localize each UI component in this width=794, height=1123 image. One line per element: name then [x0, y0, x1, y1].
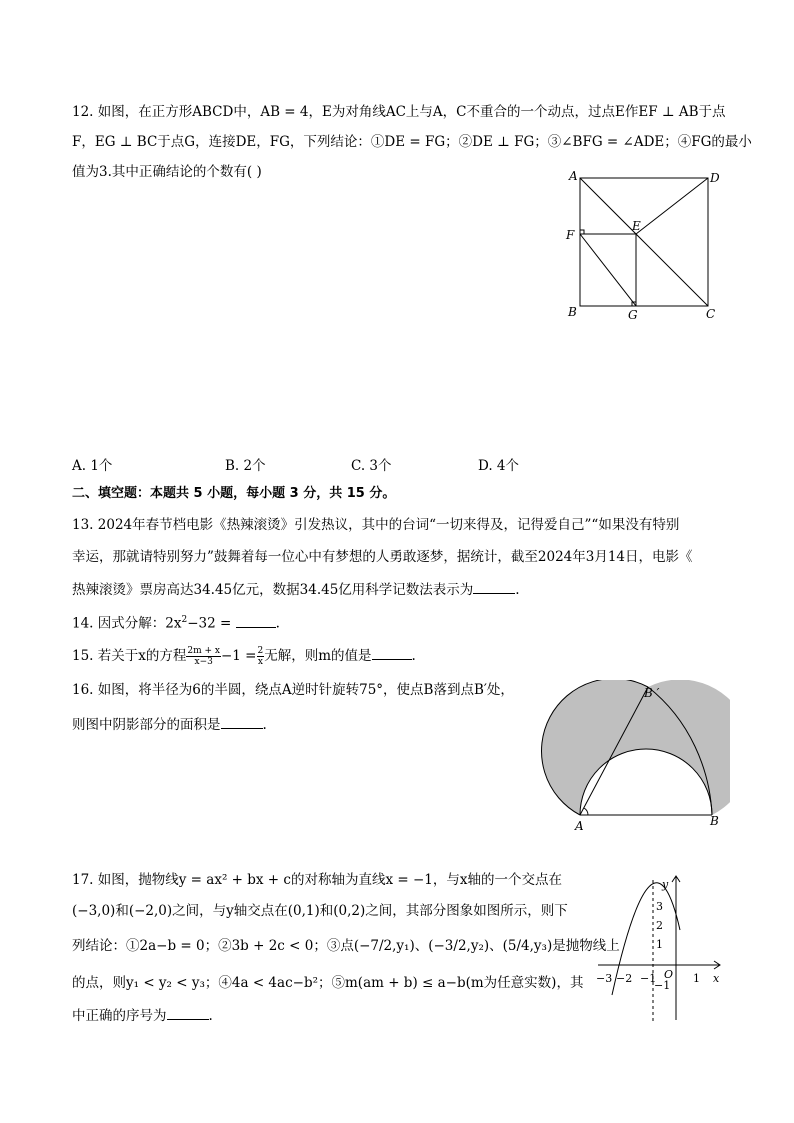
- label-x-axis: x: [713, 972, 720, 985]
- q12-line-3: 值为3.其中正确结论的个数有( ): [72, 164, 262, 180]
- q16-line-2-text: 则图中阴影部分的面积是: [72, 717, 221, 733]
- q17-line-5: 中正确的序号为 .: [72, 1005, 213, 1026]
- y-tick-2: 2: [656, 919, 663, 932]
- label-B: B: [568, 305, 577, 319]
- q12-line-2: F，EG ⊥ BC于点G，连接DE，FG，下列结论：①DE = FG；②DE ⊥ FG；③∠BFG = ∠ADE；④FG的最小: [72, 134, 752, 150]
- q13-answer-blank: [473, 579, 515, 594]
- q14-answer-blank: [236, 613, 276, 628]
- label-B-prime: B ′: [644, 686, 660, 700]
- x-tick-neg3: −3: [596, 972, 613, 985]
- q17-line-3: 列结论：①2a−b = 0；②3b + 2c < 0；③点(−7/2,y₁)、(−3/2,y₂)、(5/4,y₃)是抛物线上: [72, 938, 620, 954]
- q12-option-d: D. 4个: [478, 458, 520, 474]
- q13-line-3: 热辣滚烫》票房高达34.45亿元，数据34.45亿用科学记数法表示为 .: [72, 579, 520, 600]
- q12-line-1: 12. 如图，在正方形ABCD中，AB = 4，E为对角线AC上与A，C不重合的一个动点，过点E作EF ⊥ AB于点: [72, 104, 726, 120]
- q15-fraction-1: [186, 646, 221, 667]
- section-2-title: 二、填空题：本题共 5 小题，每小题 3 分，共 15 分。: [72, 486, 396, 501]
- q12-square-figure: [560, 165, 730, 325]
- q13-line-1: 13. 2024年春节档电影《热辣滚烫》引发热议，其中的台词“一切来得及，记得爱自己”“如果没有特别: [72, 517, 680, 533]
- q15-frac1-denominator: x−3: [194, 657, 213, 667]
- q16-line-2: 则图中阴影部分的面积是 .: [72, 714, 267, 735]
- q16-semicircle-figure: [540, 680, 730, 835]
- q13-line-2: 幸运，那就请特别努力”鼓舞着每一位心中有梦想的人勇敢逐梦，据统计，截至2024年3月14日，电影《: [72, 549, 693, 565]
- q14-text-after: −32 =: [187, 615, 236, 632]
- q15-frac2-numerator: 2: [257, 646, 264, 656]
- label-F: F: [566, 228, 575, 242]
- y-tick-3: 3: [656, 900, 663, 913]
- label-E: E: [632, 219, 641, 233]
- q16-answer-blank: [221, 714, 263, 729]
- label-C: C: [706, 307, 716, 321]
- q13-line-3-text: 热辣滚烫》票房高达34.45亿元，数据34.45亿用科学记数法表示为: [72, 582, 474, 598]
- q12-option-a: A. 1个: [72, 458, 113, 474]
- label-origin: O: [664, 968, 674, 981]
- x-tick-neg2: −2: [616, 972, 633, 985]
- label-B-semicircle: B: [710, 814, 719, 828]
- label-G: G: [628, 308, 638, 322]
- q15-frac2-denominator: x: [257, 657, 263, 667]
- q14-text: 14. 因式分解：2x: [72, 615, 182, 632]
- label-A: A: [569, 169, 578, 183]
- q15-line: 15. 若关于x的方程 $\frac{2m + x}{x-3}$ −1 = $\frac{2}{x}$ 无解，则m的值是 .: [72, 646, 416, 667]
- q12-option-b: B. 2个: [225, 458, 266, 474]
- x-tick-1: 1: [693, 972, 700, 985]
- q17-parabola-figure: [590, 870, 730, 1025]
- label-D: D: [710, 171, 720, 185]
- q15-text: 15. 若关于x的方程: [72, 648, 187, 664]
- y-tick-neg1: −1: [654, 979, 671, 992]
- q15-text-mid: −1 =: [220, 648, 257, 664]
- q14-exponent: 2: [181, 615, 188, 625]
- label-A-semicircle: A: [575, 819, 584, 833]
- q16-line-1: 16. 如图，将半径为6的半圆，绕点A逆时针旋转75°，使点B落到点B′处，: [72, 682, 514, 698]
- y-tick-1: 1: [656, 938, 663, 951]
- q15-answer-blank: [372, 645, 412, 660]
- q12-option-c: C. 3个: [351, 458, 392, 474]
- q17-line-2: (−3,0)和(−2,0)之间，与y轴交点在(0,1)和(0,2)之间，其部分图象如图所示，则下: [72, 903, 568, 919]
- x-tick-neg1: −1: [640, 972, 657, 985]
- q14-line: 14. 因式分解：$2x^2-32$ = .: [72, 610, 280, 634]
- q17-line-1: 17. 如图，抛物线y = ax² + bx + c的对称轴为直线x = −1，与x轴的一个交点在: [72, 872, 562, 888]
- label-y-axis: y: [662, 878, 669, 891]
- q17-line-5-text: 中正确的序号为: [72, 1008, 167, 1024]
- q17-answer-blank: [167, 1005, 209, 1020]
- q15-text-after: 无解，则m的值是: [264, 648, 372, 664]
- q17-line-4: 的点，则y₁ < y₂ < y₃；④4a < 4ac−b²；⑤m(am + b) ≤ a−b(m为任意实数)，其: [72, 975, 584, 991]
- q15-frac1-numerator: 2m + x: [187, 646, 220, 656]
